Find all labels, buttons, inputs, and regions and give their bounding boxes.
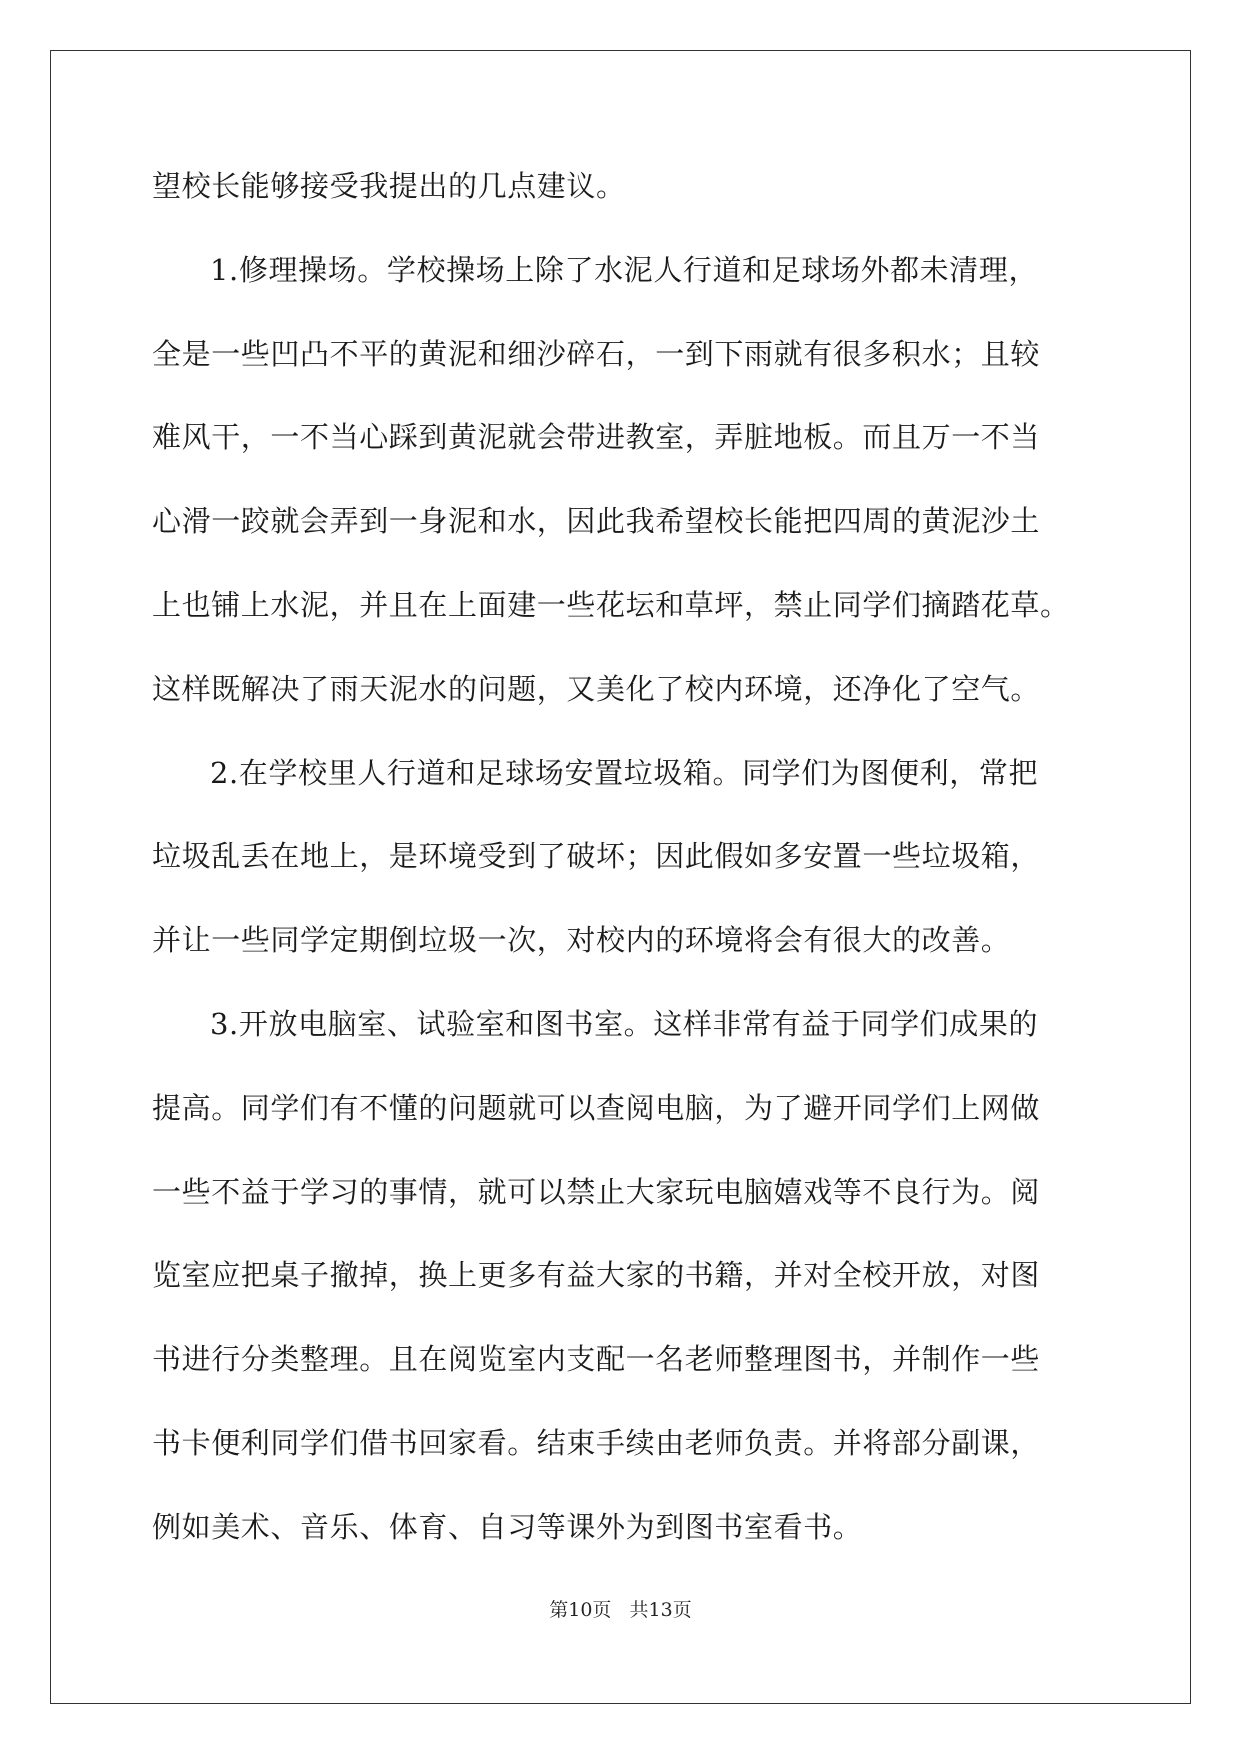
- text-line: 提高。同学们有不懂的问题就可以查阅电脑，为了避开同学们上网做: [152, 1091, 1041, 1125]
- text-line: 览室应把桌子撤掉，换上更多有益大家的书籍，并对全校开放，对图: [152, 1258, 1041, 1292]
- text-line: 望校长能够接受我提出的几点建议。: [152, 169, 626, 203]
- text-line: 难风干，一不当心踩到黄泥就会带进教室，弄脏地板。而且万一不当: [152, 420, 1041, 454]
- page-number-footer: 第10页 共13页: [549, 1599, 692, 1621]
- text-line: 并让一些同学定期倒垃圾一次，对校内的环境将会有很大的改善。: [152, 923, 1011, 957]
- text-line: 这样既解决了雨天泥水的问题，又美化了校内环境，还净化了空气。: [152, 672, 1041, 706]
- paragraph-1-start: 1.修理操场。学校操场上除了水泥人行道和足球场外都未清理，: [210, 253, 1039, 287]
- text-line: 全是一些凹凸不平的黄泥和细沙碎石，一到下雨就有很多积水；且较: [152, 337, 1041, 371]
- text-line: 垃圾乱丢在地上，是环境受到了破坏；因此假如多安置一些垃圾箱，: [152, 839, 1041, 873]
- paragraph-2-start: 2.在学校里人行道和足球场安置垃圾箱。同学们为图便利，常把: [210, 756, 1039, 790]
- text-line: 心滑一跤就会弄到一身泥和水，因此我希望校长能把四周的黄泥沙土: [152, 504, 1041, 538]
- text-line: 书进行分类整理。且在阅览室内支配一名老师整理图书，并制作一些: [152, 1342, 1041, 1376]
- text-line: 例如美术、音乐、体育、自习等课外为到图书室看书。: [152, 1510, 863, 1544]
- text-line: 上也铺上水泥，并且在上面建一些花坛和草坪，禁止同学们摘踏花草。: [152, 588, 1070, 622]
- paragraph-3-start: 3.开放电脑室、试验室和图书室。这样非常有益于同学们成果的: [210, 1007, 1039, 1041]
- text-line: 书卡便利同学们借书回家看。结束手续由老师负责。并将部分副课，: [152, 1426, 1041, 1460]
- text-line: 一些不益于学习的事情，就可以禁止大家玩电脑嬉戏等不良行为。阅: [152, 1175, 1041, 1209]
